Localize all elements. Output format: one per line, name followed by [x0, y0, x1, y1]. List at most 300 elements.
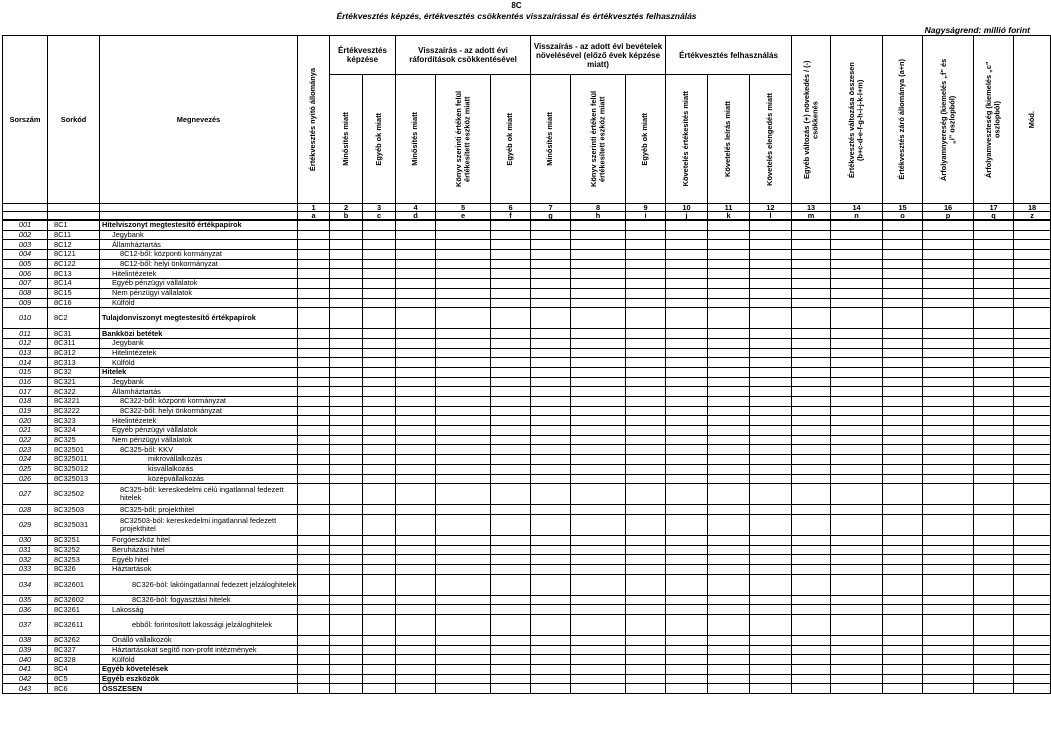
value-cell[interactable] — [298, 259, 330, 269]
value-cell[interactable] — [363, 545, 396, 555]
value-cell[interactable] — [831, 377, 883, 387]
value-cell[interactable] — [923, 269, 974, 279]
value-cell[interactable] — [396, 250, 436, 260]
value-cell[interactable] — [363, 426, 396, 436]
value-cell[interactable] — [974, 655, 1014, 665]
value-cell[interactable] — [531, 615, 571, 636]
value-cell[interactable] — [708, 514, 750, 535]
value-cell[interactable] — [491, 220, 531, 230]
value-cell[interactable] — [396, 514, 436, 535]
value-cell[interactable] — [792, 684, 831, 694]
value-cell[interactable] — [708, 505, 750, 515]
value-cell[interactable] — [298, 269, 330, 279]
value-cell[interactable] — [792, 387, 831, 397]
value-cell[interactable] — [708, 564, 750, 574]
value-cell[interactable] — [436, 595, 491, 605]
value-cell[interactable] — [531, 220, 571, 230]
value-cell[interactable] — [531, 455, 571, 465]
value-cell[interactable] — [923, 406, 974, 416]
value-cell[interactable] — [531, 377, 571, 387]
value-cell[interactable] — [883, 279, 923, 289]
value-cell[interactable] — [571, 416, 626, 426]
value-cell[interactable] — [491, 435, 531, 445]
value-cell[interactable] — [792, 298, 831, 308]
value-cell[interactable] — [396, 298, 436, 308]
value-cell[interactable] — [363, 377, 396, 387]
value-cell[interactable] — [831, 338, 883, 348]
value-cell[interactable] — [923, 279, 974, 289]
value-cell[interactable] — [831, 545, 883, 555]
value-cell[interactable] — [298, 406, 330, 416]
value-cell[interactable] — [666, 416, 708, 426]
value-cell[interactable] — [831, 308, 883, 329]
value-cell[interactable] — [363, 615, 396, 636]
value-cell[interactable] — [1014, 348, 1051, 358]
value-cell[interactable] — [708, 615, 750, 636]
value-cell[interactable] — [883, 397, 923, 407]
value-cell[interactable] — [750, 377, 792, 387]
value-cell[interactable] — [792, 505, 831, 515]
value-cell[interactable] — [1014, 445, 1051, 455]
value-cell[interactable] — [974, 555, 1014, 565]
value-cell[interactable] — [363, 484, 396, 505]
value-cell[interactable] — [974, 426, 1014, 436]
value-cell[interactable] — [708, 329, 750, 339]
value-cell[interactable] — [883, 329, 923, 339]
value-cell[interactable] — [436, 564, 491, 574]
value-cell[interactable] — [491, 240, 531, 250]
value-cell[interactable] — [330, 308, 363, 329]
value-cell[interactable] — [750, 535, 792, 545]
value-cell[interactable] — [436, 240, 491, 250]
value-cell[interactable] — [363, 505, 396, 515]
value-cell[interactable] — [571, 555, 626, 565]
value-cell[interactable] — [626, 555, 666, 565]
value-cell[interactable] — [396, 595, 436, 605]
value-cell[interactable] — [1014, 220, 1051, 230]
value-cell[interactable] — [883, 455, 923, 465]
value-cell[interactable] — [626, 464, 666, 474]
value-cell[interactable] — [831, 435, 883, 445]
value-cell[interactable] — [831, 348, 883, 358]
value-cell[interactable] — [396, 636, 436, 646]
value-cell[interactable] — [363, 406, 396, 416]
value-cell[interactable] — [571, 455, 626, 465]
value-cell[interactable] — [792, 269, 831, 279]
value-cell[interactable] — [298, 645, 330, 655]
value-cell[interactable] — [298, 636, 330, 646]
value-cell[interactable] — [436, 545, 491, 555]
value-cell[interactable] — [750, 269, 792, 279]
value-cell[interactable] — [571, 367, 626, 377]
value-cell[interactable] — [571, 426, 626, 436]
value-cell[interactable] — [750, 435, 792, 445]
value-cell[interactable] — [883, 464, 923, 474]
value-cell[interactable] — [363, 464, 396, 474]
value-cell[interactable] — [571, 545, 626, 555]
value-cell[interactable] — [708, 220, 750, 230]
value-cell[interactable] — [330, 338, 363, 348]
value-cell[interactable] — [330, 455, 363, 465]
value-cell[interactable] — [330, 358, 363, 368]
value-cell[interactable] — [1014, 564, 1051, 574]
value-cell[interactable] — [298, 655, 330, 665]
value-cell[interactable] — [363, 367, 396, 377]
value-cell[interactable] — [531, 445, 571, 455]
value-cell[interactable] — [626, 645, 666, 655]
value-cell[interactable] — [396, 416, 436, 426]
value-cell[interactable] — [666, 240, 708, 250]
value-cell[interactable] — [626, 406, 666, 416]
value-cell[interactable] — [708, 605, 750, 615]
value-cell[interactable] — [923, 387, 974, 397]
value-cell[interactable] — [750, 665, 792, 675]
value-cell[interactable] — [883, 387, 923, 397]
value-cell[interactable] — [396, 259, 436, 269]
value-cell[interactable] — [531, 636, 571, 646]
value-cell[interactable] — [750, 595, 792, 605]
value-cell[interactable] — [531, 674, 571, 684]
value-cell[interactable] — [626, 338, 666, 348]
value-cell[interactable] — [330, 605, 363, 615]
value-cell[interactable] — [750, 259, 792, 269]
value-cell[interactable] — [531, 259, 571, 269]
value-cell[interactable] — [831, 665, 883, 675]
value-cell[interactable] — [626, 574, 666, 595]
value-cell[interactable] — [330, 474, 363, 484]
value-cell[interactable] — [792, 595, 831, 605]
value-cell[interactable] — [831, 464, 883, 474]
value-cell[interactable] — [792, 445, 831, 455]
value-cell[interactable] — [792, 348, 831, 358]
value-cell[interactable] — [363, 269, 396, 279]
value-cell[interactable] — [396, 655, 436, 665]
value-cell[interactable] — [363, 397, 396, 407]
value-cell[interactable] — [626, 445, 666, 455]
value-cell[interactable] — [708, 674, 750, 684]
value-cell[interactable] — [531, 535, 571, 545]
value-cell[interactable] — [531, 416, 571, 426]
value-cell[interactable] — [923, 426, 974, 436]
value-cell[interactable] — [831, 288, 883, 298]
value-cell[interactable] — [298, 426, 330, 436]
value-cell[interactable] — [626, 564, 666, 574]
value-cell[interactable] — [831, 484, 883, 505]
value-cell[interactable] — [363, 514, 396, 535]
value-cell[interactable] — [831, 298, 883, 308]
value-cell[interactable] — [1014, 595, 1051, 605]
value-cell[interactable] — [330, 230, 363, 240]
value-cell[interactable] — [436, 665, 491, 675]
value-cell[interactable] — [436, 555, 491, 565]
value-cell[interactable] — [436, 464, 491, 474]
value-cell[interactable] — [974, 358, 1014, 368]
value-cell[interactable] — [363, 655, 396, 665]
value-cell[interactable] — [491, 269, 531, 279]
value-cell[interactable] — [491, 615, 531, 636]
value-cell[interactable] — [571, 564, 626, 574]
value-cell[interactable] — [708, 455, 750, 465]
value-cell[interactable] — [883, 484, 923, 505]
value-cell[interactable] — [708, 665, 750, 675]
value-cell[interactable] — [923, 645, 974, 655]
value-cell[interactable] — [666, 250, 708, 260]
value-cell[interactable] — [974, 505, 1014, 515]
value-cell[interactable] — [436, 445, 491, 455]
value-cell[interactable] — [750, 288, 792, 298]
value-cell[interactable] — [923, 615, 974, 636]
value-cell[interactable] — [831, 535, 883, 545]
value-cell[interactable] — [436, 377, 491, 387]
value-cell[interactable] — [436, 455, 491, 465]
value-cell[interactable] — [626, 329, 666, 339]
value-cell[interactable] — [750, 615, 792, 636]
value-cell[interactable] — [330, 329, 363, 339]
value-cell[interactable] — [708, 435, 750, 445]
value-cell[interactable] — [974, 435, 1014, 445]
value-cell[interactable] — [396, 230, 436, 240]
value-cell[interactable] — [396, 387, 436, 397]
value-cell[interactable] — [396, 288, 436, 298]
value-cell[interactable] — [708, 684, 750, 694]
value-cell[interactable] — [436, 615, 491, 636]
value-cell[interactable] — [923, 514, 974, 535]
value-cell[interactable] — [363, 220, 396, 230]
value-cell[interactable] — [531, 338, 571, 348]
value-cell[interactable] — [491, 279, 531, 289]
value-cell[interactable] — [330, 298, 363, 308]
value-cell[interactable] — [330, 636, 363, 646]
value-cell[interactable] — [1014, 674, 1051, 684]
value-cell[interactable] — [974, 288, 1014, 298]
value-cell[interactable] — [330, 445, 363, 455]
value-cell[interactable] — [626, 230, 666, 240]
value-cell[interactable] — [883, 250, 923, 260]
value-cell[interactable] — [436, 269, 491, 279]
value-cell[interactable] — [571, 474, 626, 484]
value-cell[interactable] — [298, 435, 330, 445]
value-cell[interactable] — [1014, 574, 1051, 595]
value-cell[interactable] — [330, 377, 363, 387]
value-cell[interactable] — [531, 505, 571, 515]
value-cell[interactable] — [363, 455, 396, 465]
value-cell[interactable] — [396, 564, 436, 574]
value-cell[interactable] — [883, 636, 923, 646]
value-cell[interactable] — [363, 387, 396, 397]
value-cell[interactable] — [750, 514, 792, 535]
value-cell[interactable] — [750, 455, 792, 465]
value-cell[interactable] — [531, 288, 571, 298]
value-cell[interactable] — [974, 645, 1014, 655]
value-cell[interactable] — [298, 555, 330, 565]
value-cell[interactable] — [531, 555, 571, 565]
value-cell[interactable] — [974, 474, 1014, 484]
value-cell[interactable] — [974, 348, 1014, 358]
value-cell[interactable] — [883, 377, 923, 387]
value-cell[interactable] — [436, 358, 491, 368]
value-cell[interactable] — [708, 338, 750, 348]
value-cell[interactable] — [792, 416, 831, 426]
value-cell[interactable] — [750, 416, 792, 426]
value-cell[interactable] — [491, 474, 531, 484]
value-cell[interactable] — [571, 329, 626, 339]
value-cell[interactable] — [831, 259, 883, 269]
value-cell[interactable] — [363, 445, 396, 455]
value-cell[interactable] — [708, 406, 750, 416]
value-cell[interactable] — [571, 269, 626, 279]
value-cell[interactable] — [436, 645, 491, 655]
value-cell[interactable] — [491, 377, 531, 387]
value-cell[interactable] — [436, 338, 491, 348]
value-cell[interactable] — [666, 674, 708, 684]
value-cell[interactable] — [626, 367, 666, 377]
value-cell[interactable] — [750, 605, 792, 615]
value-cell[interactable] — [666, 406, 708, 416]
value-cell[interactable] — [1014, 545, 1051, 555]
value-cell[interactable] — [1014, 665, 1051, 675]
value-cell[interactable] — [436, 426, 491, 436]
value-cell[interactable] — [531, 240, 571, 250]
value-cell[interactable] — [792, 455, 831, 465]
value-cell[interactable] — [363, 674, 396, 684]
value-cell[interactable] — [571, 535, 626, 545]
value-cell[interactable] — [531, 279, 571, 289]
value-cell[interactable] — [974, 230, 1014, 240]
value-cell[interactable] — [363, 595, 396, 605]
value-cell[interactable] — [974, 220, 1014, 230]
value-cell[interactable] — [571, 636, 626, 646]
value-cell[interactable] — [531, 269, 571, 279]
value-cell[interactable] — [792, 615, 831, 636]
value-cell[interactable] — [436, 435, 491, 445]
value-cell[interactable] — [831, 279, 883, 289]
value-cell[interactable] — [831, 514, 883, 535]
value-cell[interactable] — [298, 674, 330, 684]
value-cell[interactable] — [298, 338, 330, 348]
value-cell[interactable] — [626, 250, 666, 260]
value-cell[interactable] — [750, 397, 792, 407]
value-cell[interactable] — [626, 435, 666, 445]
value-cell[interactable] — [750, 387, 792, 397]
value-cell[interactable] — [974, 259, 1014, 269]
value-cell[interactable] — [626, 674, 666, 684]
value-cell[interactable] — [1014, 259, 1051, 269]
value-cell[interactable] — [923, 329, 974, 339]
value-cell[interactable] — [436, 674, 491, 684]
value-cell[interactable] — [883, 220, 923, 230]
value-cell[interactable] — [626, 298, 666, 308]
value-cell[interactable] — [666, 377, 708, 387]
value-cell[interactable] — [436, 574, 491, 595]
value-cell[interactable] — [708, 645, 750, 655]
value-cell[interactable] — [298, 220, 330, 230]
value-cell[interactable] — [750, 279, 792, 289]
value-cell[interactable] — [1014, 555, 1051, 565]
value-cell[interactable] — [571, 250, 626, 260]
value-cell[interactable] — [923, 484, 974, 505]
value-cell[interactable] — [298, 240, 330, 250]
value-cell[interactable] — [626, 655, 666, 665]
value-cell[interactable] — [363, 288, 396, 298]
value-cell[interactable] — [626, 474, 666, 484]
value-cell[interactable] — [571, 574, 626, 595]
value-cell[interactable] — [1014, 684, 1051, 694]
value-cell[interactable] — [974, 595, 1014, 605]
value-cell[interactable] — [708, 259, 750, 269]
value-cell[interactable] — [363, 338, 396, 348]
value-cell[interactable] — [363, 555, 396, 565]
value-cell[interactable] — [436, 605, 491, 615]
value-cell[interactable] — [626, 426, 666, 436]
value-cell[interactable] — [571, 445, 626, 455]
value-cell[interactable] — [792, 329, 831, 339]
value-cell[interactable] — [571, 387, 626, 397]
value-cell[interactable] — [923, 674, 974, 684]
value-cell[interactable] — [330, 545, 363, 555]
value-cell[interactable] — [923, 397, 974, 407]
value-cell[interactable] — [750, 367, 792, 377]
value-cell[interactable] — [666, 259, 708, 269]
value-cell[interactable] — [974, 308, 1014, 329]
value-cell[interactable] — [792, 240, 831, 250]
value-cell[interactable] — [923, 240, 974, 250]
value-cell[interactable] — [666, 645, 708, 655]
value-cell[interactable] — [923, 288, 974, 298]
value-cell[interactable] — [491, 535, 531, 545]
value-cell[interactable] — [298, 250, 330, 260]
value-cell[interactable] — [626, 397, 666, 407]
value-cell[interactable] — [974, 445, 1014, 455]
value-cell[interactable] — [923, 259, 974, 269]
value-cell[interactable] — [491, 397, 531, 407]
value-cell[interactable] — [974, 615, 1014, 636]
value-cell[interactable] — [1014, 615, 1051, 636]
value-cell[interactable] — [491, 338, 531, 348]
value-cell[interactable] — [708, 279, 750, 289]
value-cell[interactable] — [396, 367, 436, 377]
value-cell[interactable] — [974, 397, 1014, 407]
value-cell[interactable] — [792, 484, 831, 505]
value-cell[interactable] — [298, 595, 330, 605]
value-cell[interactable] — [666, 574, 708, 595]
value-cell[interactable] — [750, 308, 792, 329]
value-cell[interactable] — [923, 308, 974, 329]
value-cell[interactable] — [974, 240, 1014, 250]
value-cell[interactable] — [708, 535, 750, 545]
value-cell[interactable] — [974, 514, 1014, 535]
value-cell[interactable] — [363, 250, 396, 260]
value-cell[interactable] — [396, 605, 436, 615]
value-cell[interactable] — [666, 279, 708, 289]
value-cell[interactable] — [792, 426, 831, 436]
value-cell[interactable] — [436, 298, 491, 308]
value-cell[interactable] — [330, 535, 363, 545]
value-cell[interactable] — [974, 298, 1014, 308]
value-cell[interactable] — [626, 484, 666, 505]
value-cell[interactable] — [436, 329, 491, 339]
value-cell[interactable] — [666, 474, 708, 484]
value-cell[interactable] — [330, 674, 363, 684]
value-cell[interactable] — [363, 348, 396, 358]
value-cell[interactable] — [571, 358, 626, 368]
value-cell[interactable] — [396, 279, 436, 289]
value-cell[interactable] — [298, 455, 330, 465]
value-cell[interactable] — [750, 684, 792, 694]
value-cell[interactable] — [491, 416, 531, 426]
value-cell[interactable] — [831, 240, 883, 250]
value-cell[interactable] — [363, 684, 396, 694]
value-cell[interactable] — [1014, 397, 1051, 407]
